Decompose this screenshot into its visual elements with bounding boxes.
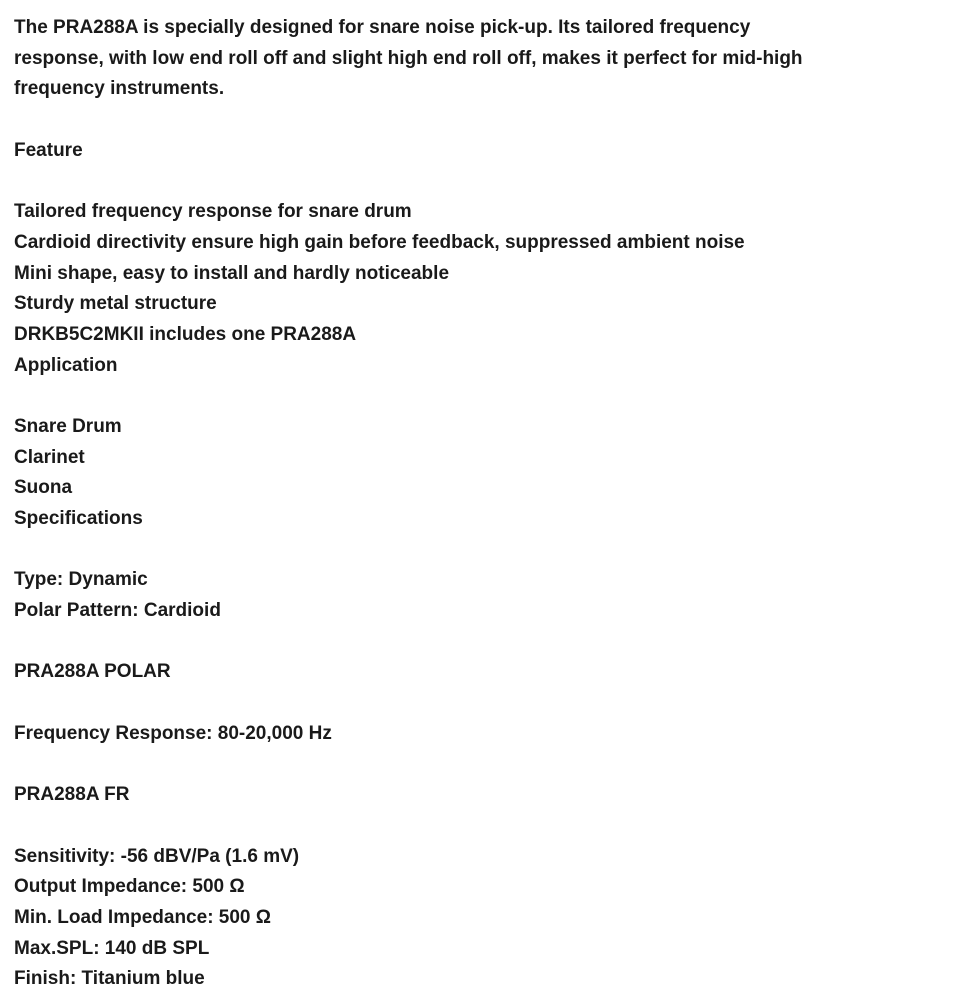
spacer [14,750,914,781]
specifications-heading: Specifications [14,508,143,529]
application-item: Snare Drum [14,415,122,437]
spacer [14,535,914,566]
spacer [14,811,914,842]
product-description [14,13,914,995]
feature-item: Cardioid directivity ensure high gain before feedback, suppressed ambient noise [14,231,745,253]
spec-type: Type: Dynamic [14,569,148,591]
spacer [14,381,914,412]
spec-polar-pattern: Polar Pattern: Cardioid [14,600,221,622]
intro-line: The PRA288A is specially designed for snare noise pick-up. Its tailored frequency [14,17,751,38]
spec-min-load-impedance: Min. Load Impedance: 500 Ω [14,906,272,928]
feature-heading: Feature [14,139,83,161]
feature-item: DRKB5C2MKII includes one PRA288A [14,323,357,345]
intro-line: response, with low end roll off and slight high end roll off, makes it perfect for mid-high [14,47,803,69]
spacer [14,688,914,719]
spec-output-impedance: Output Impedance: 500 Ω [14,876,245,898]
spec-max-spl: Max.SPL: 140 dB SPL [14,937,210,959]
fr-image-label: PRA288A FR [14,784,130,806]
application-item: Suona [14,477,73,499]
application-heading: Application [14,354,118,376]
spacer [14,627,914,658]
spec-sensitivity: Sensitivity: -56 dBV/Pa (1.6 mV) [14,845,300,867]
intro-line: frequency instruments. [14,78,225,100]
feature-item: Tailored frequency response for snare drum [14,201,412,223]
application-item: Clarinet [14,446,85,468]
spacer [14,166,914,197]
spacer [14,105,914,136]
polar-image-label: PRA288A POLAR [14,661,171,683]
feature-item: Mini shape, easy to install and hardly noticeable [14,262,450,284]
feature-item: Sturdy metal structure [14,293,217,315]
spec-frequency-response: Frequency Response: 80-20,000 Hz [14,722,332,744]
spec-finish: Finish: Titanium blue [14,968,205,990]
